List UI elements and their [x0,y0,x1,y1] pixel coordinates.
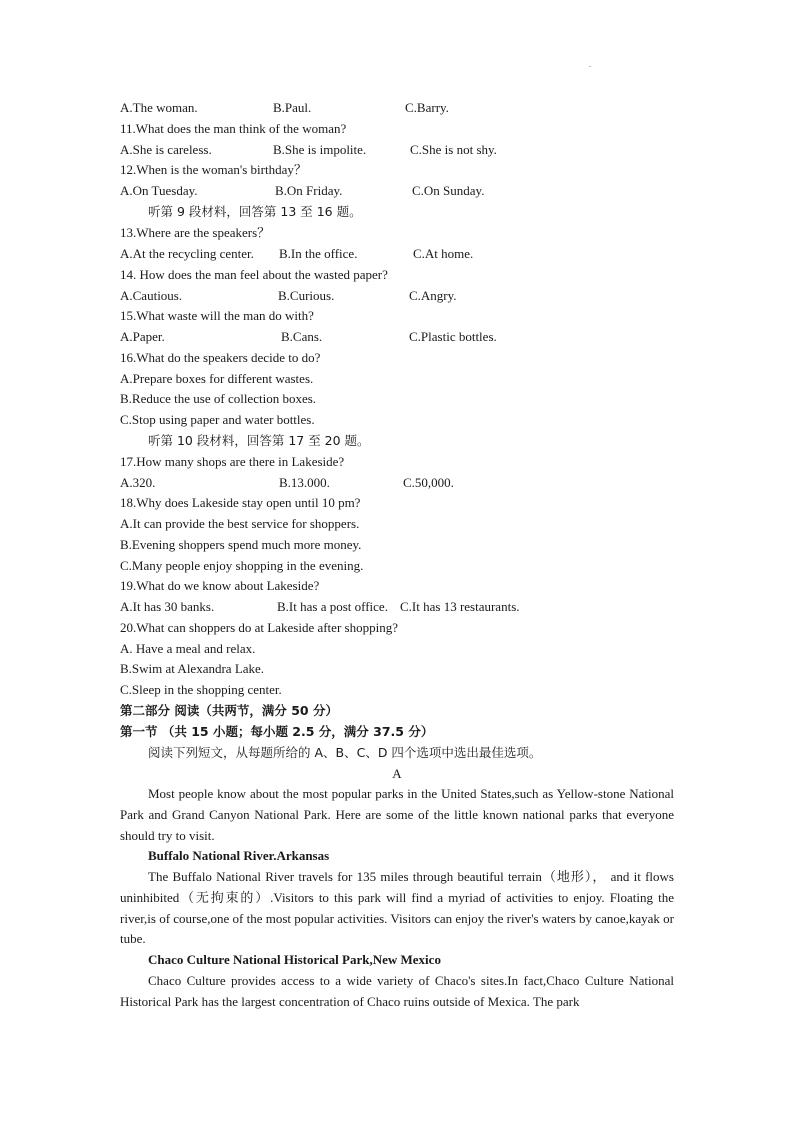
q11-option-c: C.She is not shy. [410,142,497,157]
q11-question: 11.What does the man think of the woman? [120,121,347,136]
q15-question: 15.What waste will the man do with? [120,308,314,323]
passage-intro [120,784,674,846]
q12-question: 12.When is the woman's birthday？ [120,162,307,177]
q13-option-a: A.At the recycling center. [120,246,254,261]
q13-option-c: C.At home. [413,246,474,261]
q11-option-b: B.She is impolite. [273,142,367,157]
q16-question: 16.What do the speakers decide to do? [120,350,321,365]
q20-option-c: C.Sleep in the shopping center. [120,682,282,697]
part2-title: 第二部分 阅读（共两节，满分 50 分） [120,703,338,718]
q13-option-b: B.In the office. [279,246,358,261]
q12-option-a: A.On Tuesday. [120,183,198,198]
q18-option-b: B.Evening shoppers spend much more money. [120,537,362,552]
q20-option-a: A. Have a meal and relax. [120,641,256,656]
q18-option-a: A.It can provide the best service for shoppers. [120,516,360,531]
q12-option-c: C.On Sunday. [412,183,485,198]
q17-question: 17.How many shops are there in Lakeside? [120,454,345,469]
q18-option-c: C.Many people enjoy shopping in the evening. [120,558,364,573]
q10-option-c: C.Barry. [405,100,449,115]
section1-title: 第一节 （共 15 小题；每小题 2.5 分，满分 37.5 分） [120,724,434,739]
passage-label: A [392,766,402,781]
q17-option-c: C.50,000. [403,475,454,490]
q14-option-a: A.Cautious. [120,288,183,303]
q12-option-b: B.On Friday. [275,183,343,198]
q15-option-b: B.Cans. [281,329,323,344]
park2-paragraph [120,971,674,1013]
park1-heading: Buffalo National River.Arkansas [148,848,330,863]
q19-option-c: C.It has 13 restaurants. [400,599,520,614]
q19-option-b: B.It has a post office. [277,599,388,614]
q18-question: 18.Why does Lakeside stay open until 10 pm? [120,495,361,510]
park2-heading: Chaco Culture National Historical Park,New Mexico [148,952,441,967]
q15-option-c: C.Plastic bottles. [409,329,497,344]
q16-option-a: A.Prepare boxes for different wastes. [120,371,314,386]
q10-option-b: B.Paul. [273,100,312,115]
q20-question: 20.What can shoppers do at Lakeside after shopping? [120,620,398,635]
q19-option-a: A.It has 30 banks. [120,599,215,614]
q16-option-b: B.Reduce the use of collection boxes. [120,391,317,406]
q11-option-a: A.She is careless. [120,142,212,157]
scan-speck [589,66,591,67]
reading-instruction: 阅读下列短文，从每题所给的 A、B、C、D 四个选项中选出最佳选项。 [148,745,542,760]
q14-question: 14. How does the man feel about the wasted paper? [120,267,388,282]
q14-option-c: C.Angry. [409,288,457,303]
q17-option-a: A.320. [120,475,156,490]
section9-instruction: 听第 9 段材料，回答第 13 至 16 题。 [148,204,362,219]
q16-option-c: C.Stop using paper and water bottles. [120,412,315,427]
q17-option-b: B.13.000. [279,475,330,490]
q15-option-a: A.Paper. [120,329,165,344]
q13-question: 13.Where are the speakers？ [120,225,271,240]
park1-paragraph [120,867,674,950]
passage-intro-text: Most people know about the most popular parks in the United States,such as Yellow-stone National Park and Grand Canyon National Park. Here are some of the little known national parks that everyone should try to visit. [120,786,674,843]
q19-question: 19.What do we know about Lakeside? [120,578,320,593]
q14-option-b: B.Curious. [278,288,335,303]
section10-instruction: 听第 10 段材料，回答第 17 至 20 题。 [148,433,370,448]
q10-option-a: A.The woman. [120,100,198,115]
park2-text: Chaco Culture provides access to a wide variety of Chaco's sites.In fact,Chaco Culture National Historical Park has the largest concentration of Chaco ruins outside of Mexica. The park [120,973,674,1009]
q20-option-b: B.Swim at Alexandra Lake. [120,661,265,676]
park1-text: The Buffalo National River travels for 135 miles through beautiful terrain（地形）， and it flows uninhibited（无拘束的）.Visitors to this park will find a myriad of activities to enjoy. Floating the river,is of course,one of the most popular activities. Visitors can enjoy the river's waters by canoe,kayak or tube. [120,869,674,947]
